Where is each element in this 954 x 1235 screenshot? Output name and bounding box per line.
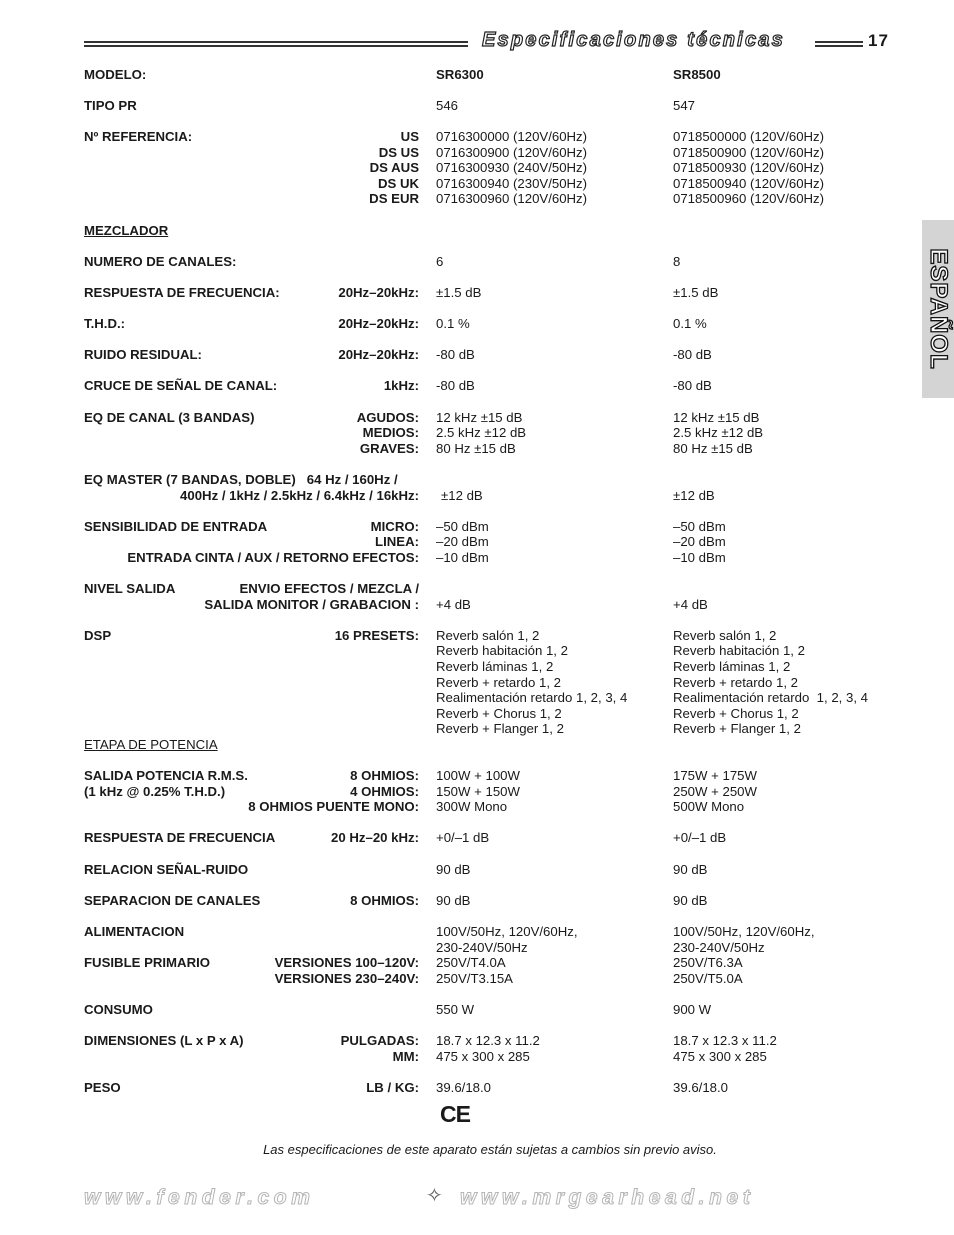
eq-canal-a: 2.5 kHz ±12 dB: [436, 425, 527, 440]
footer-url-fender[interactable]: www.fender.com: [84, 1186, 315, 1209]
dsp-preset-b: Reverb habitación 1, 2: [673, 643, 805, 658]
sensibilidad-sub: MICRO:: [370, 519, 419, 534]
model-label: MODELO:: [84, 67, 147, 82]
eq-canal-a: 12 kHz ±15 dB: [436, 410, 523, 425]
ce-mark: CE: [440, 1101, 470, 1127]
salida-potencia-a: 150W + 150W: [436, 784, 520, 799]
eq-canal-label: EQ DE CANAL (3 BANDAS): [84, 410, 255, 425]
dsp-preset-b: Reverb láminas 1, 2: [673, 659, 791, 674]
separacion-b: 90 dB: [673, 893, 708, 908]
nivel-salida-sub: ENVIO EFECTOS / MEZCLA /: [239, 581, 419, 596]
canales-b: 8: [673, 254, 681, 269]
nivel-salida-sub: SALIDA MONITOR / GRABACION :: [204, 597, 419, 612]
dsp-preset-a: Reverb + retardo 1, 2: [436, 675, 561, 690]
dsp-preset-b: Reverb + retardo 1, 2: [673, 675, 798, 690]
salida-potencia-sub: 8 OHMIOS:: [350, 768, 419, 783]
language-tab-label: ESPAÑOL: [925, 248, 952, 370]
section-potencia: ETAPA DE POTENCIA: [84, 737, 218, 752]
header-rule-left: [84, 41, 468, 47]
dsp-preset-a: Reverb láminas 1, 2: [436, 659, 554, 674]
alimentacion-b: 100V/50Hz, 120V/60Hz,: [673, 924, 815, 939]
language-tab: [922, 220, 954, 398]
cruce-sub: 1kHz:: [383, 378, 419, 393]
separacion-a: 90 dB: [436, 893, 471, 908]
dsp-label: DSP: [84, 628, 112, 643]
respuesta-a: ±1.5 dB: [436, 285, 482, 300]
eq-canal-sub: AGUDOS:: [356, 410, 419, 425]
ruido-label: RUIDO RESIDUAL:: [84, 347, 202, 362]
sensibilidad-a: –20 dBm: [436, 534, 489, 549]
referencia-b: 0718500940 (120V/60Hz): [673, 176, 825, 191]
dimensiones-b: 475 x 300 x 285: [673, 1049, 767, 1064]
consumo-b: 900 W: [673, 1002, 712, 1017]
salida-potencia-label-2: (1 kHz @ 0.25% T.H.D.): [84, 784, 226, 799]
pot-respuesta-a: +0/–1 dB: [436, 830, 490, 845]
eq-canal-b: 80 Hz ±15 dB: [673, 441, 753, 456]
fusible-b: 250V/T6.3A: [673, 955, 743, 970]
salida-potencia-a: 100W + 100W: [436, 768, 520, 783]
eq-canal-sub: GRAVES:: [359, 441, 419, 456]
salida-potencia-a: 300W Mono: [436, 799, 508, 814]
referencia-label: Nº REFERENCIA:: [84, 129, 193, 144]
thd-b: 0.1 %: [673, 316, 707, 331]
eq-canal-b: 2.5 kHz ±12 dB: [673, 425, 764, 440]
referencia-a: 0716300900 (120V/60Hz): [436, 145, 588, 160]
cruce-label: CRUCE DE SEÑAL DE CANAL:: [84, 378, 278, 393]
referencia-b: 0718500000 (120V/60Hz): [673, 129, 825, 144]
ruido-b: -80 dB: [673, 347, 712, 362]
dsp-preset-a: Reverb habitación 1, 2: [436, 643, 568, 658]
pot-respuesta-label: RESPUESTA DE FRECUENCIA: [84, 830, 276, 845]
referencia-b: 0718500930 (120V/60Hz): [673, 160, 825, 175]
referencia-sub: DS UK: [377, 176, 419, 191]
sensibilidad-sub: LINEA:: [375, 534, 419, 549]
referencia-sub: DS AUS: [369, 160, 419, 175]
peso-b: 39.6/18.0: [673, 1080, 728, 1095]
nivel-salida-label: NIVEL SALIDA: [84, 581, 176, 596]
section-mezclador: MEZCLADOR: [84, 223, 169, 238]
dsp-preset-b: Reverb + Flanger 1, 2: [673, 721, 801, 736]
snr-a: 90 dB: [436, 862, 471, 877]
alimentacion-b: 230-240V/50Hz: [673, 940, 765, 955]
dimensiones-a: 475 x 300 x 285: [436, 1049, 530, 1064]
thd-sub: 20Hz–20kHz:: [338, 316, 419, 331]
salida-potencia-sub: 8 OHMIOS PUENTE MONO:: [248, 799, 419, 814]
nivel-salida-a: +4 dB: [436, 597, 471, 612]
salida-potencia-b: 175W + 175W: [673, 768, 757, 783]
page-title: Especificaciones técnicas: [482, 29, 785, 51]
sensibilidad-b: –10 dBm: [673, 550, 726, 565]
fusible-a: 250V/T4.0A: [436, 955, 506, 970]
pot-respuesta-sub: 20 Hz–20 kHz:: [331, 830, 419, 845]
sensibilidad-a: –10 dBm: [436, 550, 489, 565]
consumo-a: 550 W: [436, 1002, 475, 1017]
model-a: SR6300: [436, 67, 484, 82]
eq-master-line1: EQ MASTER (7 BANDAS, DOBLE) 64 Hz / 160Hz /: [84, 472, 398, 487]
salida-potencia-sub: 4 OHMIOS:: [350, 784, 419, 799]
peso-label: PESO: [84, 1080, 121, 1095]
fusible-a: 250V/T3.15A: [436, 971, 513, 986]
dsp-preset-b: Reverb salón 1, 2: [673, 628, 777, 643]
dsp-preset-a: Reverb salón 1, 2: [436, 628, 540, 643]
salida-potencia-label: SALIDA POTENCIA R.M.S.: [84, 768, 248, 783]
peso-sub: LB / KG:: [366, 1080, 419, 1095]
referencia-a: 0716300960 (120V/60Hz): [436, 191, 588, 206]
separacion-sub: 8 OHMIOS:: [350, 893, 419, 908]
dimensiones-sub: PULGADAS:: [340, 1033, 419, 1048]
tipo-label: TIPO PR: [84, 98, 137, 113]
referencia-a: 0716300940 (230V/50Hz): [436, 176, 588, 191]
fusible-b: 250V/T5.0A: [673, 971, 743, 986]
dimensiones-a: 18.7 x 12.3 x 11.2: [436, 1033, 540, 1048]
referencia-sub: US: [400, 129, 419, 144]
star-icon: ✧: [426, 1185, 443, 1207]
ruido-sub: 20Hz–20kHz:: [338, 347, 419, 362]
consumo-label: CONSUMO: [84, 1002, 153, 1017]
eq-canal-b: 12 kHz ±15 dB: [673, 410, 760, 425]
salida-potencia-b: 250W + 250W: [673, 784, 757, 799]
header-rule-right: [815, 41, 863, 47]
fusible-sub: VERSIONES 100–120V:: [274, 955, 419, 970]
tipo-a: 546: [436, 98, 459, 113]
eq-canal-a: 80 Hz ±15 dB: [436, 441, 516, 456]
eq-master-b: ±12 dB: [673, 488, 715, 503]
dsp-preset-a: Realimentación retardo 1, 2, 3, 4: [436, 690, 628, 705]
sensibilidad-sub: ENTRADA CINTA / AUX / RETORNO EFECTOS:: [127, 550, 419, 565]
model-b: SR8500: [673, 67, 721, 82]
peso-a: 39.6/18.0: [436, 1080, 491, 1095]
separacion-label: SEPARACION DE CANALES: [84, 893, 261, 908]
page-number: 17: [868, 31, 889, 50]
dimensiones-label: DIMENSIONES (L x P x A): [84, 1033, 244, 1048]
snr-label: RELACION SEÑAL-RUIDO: [84, 862, 249, 877]
fusible-sub: VERSIONES 230–240V:: [274, 971, 419, 986]
respuesta-label: RESPUESTA DE FRECUENCIA:: [84, 285, 280, 300]
referencia-b: 0718500900 (120V/60Hz): [673, 145, 825, 160]
dsp-preset-a: Reverb + Chorus 1, 2: [436, 706, 562, 721]
referencia-b: 0718500960 (120V/60Hz): [673, 191, 825, 206]
nivel-salida-b: +4 dB: [673, 597, 708, 612]
dimensiones-sub: MM:: [392, 1049, 419, 1064]
referencia-a: 0716300930 (240V/50Hz): [436, 160, 588, 175]
cruce-a: -80 dB: [436, 378, 475, 393]
sensibilidad-b: –20 dBm: [673, 534, 726, 549]
sensibilidad-label: SENSIBILIDAD DE ENTRADA: [84, 519, 268, 534]
sensibilidad-a: –50 dBm: [436, 519, 489, 534]
referencia-sub: DS EUR: [369, 191, 419, 206]
respuesta-sub: 20Hz–20kHz:: [338, 285, 419, 300]
sensibilidad-b: –50 dBm: [673, 519, 726, 534]
canales-a: 6: [436, 254, 444, 269]
respuesta-b: ±1.5 dB: [673, 285, 719, 300]
dsp-preset-b: Reverb + Chorus 1, 2: [673, 706, 799, 721]
referencia-a: 0716300000 (120V/60Hz): [436, 129, 588, 144]
cruce-b: -80 dB: [673, 378, 712, 393]
referencia-sub: DS US: [378, 145, 419, 160]
disclaimer-note: Las especificaciones de este aparato están sujetas a cambios sin previo aviso.: [263, 1142, 717, 1157]
thd-a: 0.1 %: [436, 316, 470, 331]
dsp-sub: 16 PRESETS:: [334, 628, 419, 643]
dsp-preset-b: Realimentación retardo 1, 2, 3, 4: [673, 690, 868, 705]
snr-b: 90 dB: [673, 862, 708, 877]
thd-label: T.H.D.:: [84, 316, 126, 331]
pot-respuesta-b: +0/–1 dB: [673, 830, 727, 845]
footer-url-mrgearhead[interactable]: www.mrgearhead.net: [460, 1186, 755, 1209]
eq-master-a: ±12 dB: [441, 488, 483, 503]
fusible-label: FUSIBLE PRIMARIO: [84, 955, 211, 970]
eq-master-line2: 400Hz / 1kHz / 2.5kHz / 6.4kHz / 16kHz:: [180, 488, 419, 503]
tipo-b: 547: [673, 98, 696, 113]
eq-canal-sub: MEDIOS:: [362, 425, 419, 440]
alimentacion-a: 230-240V/50Hz: [436, 940, 528, 955]
alimentacion-label: ALIMENTACION: [84, 924, 185, 939]
salida-potencia-b: 500W Mono: [673, 799, 745, 814]
alimentacion-a: 100V/50Hz, 120V/60Hz,: [436, 924, 578, 939]
dimensiones-b: 18.7 x 12.3 x 11.2: [673, 1033, 777, 1048]
dsp-preset-a: Reverb + Flanger 1, 2: [436, 721, 564, 736]
canales-label: NUMERO DE CANALES:: [84, 254, 237, 269]
ruido-a: -80 dB: [436, 347, 475, 362]
